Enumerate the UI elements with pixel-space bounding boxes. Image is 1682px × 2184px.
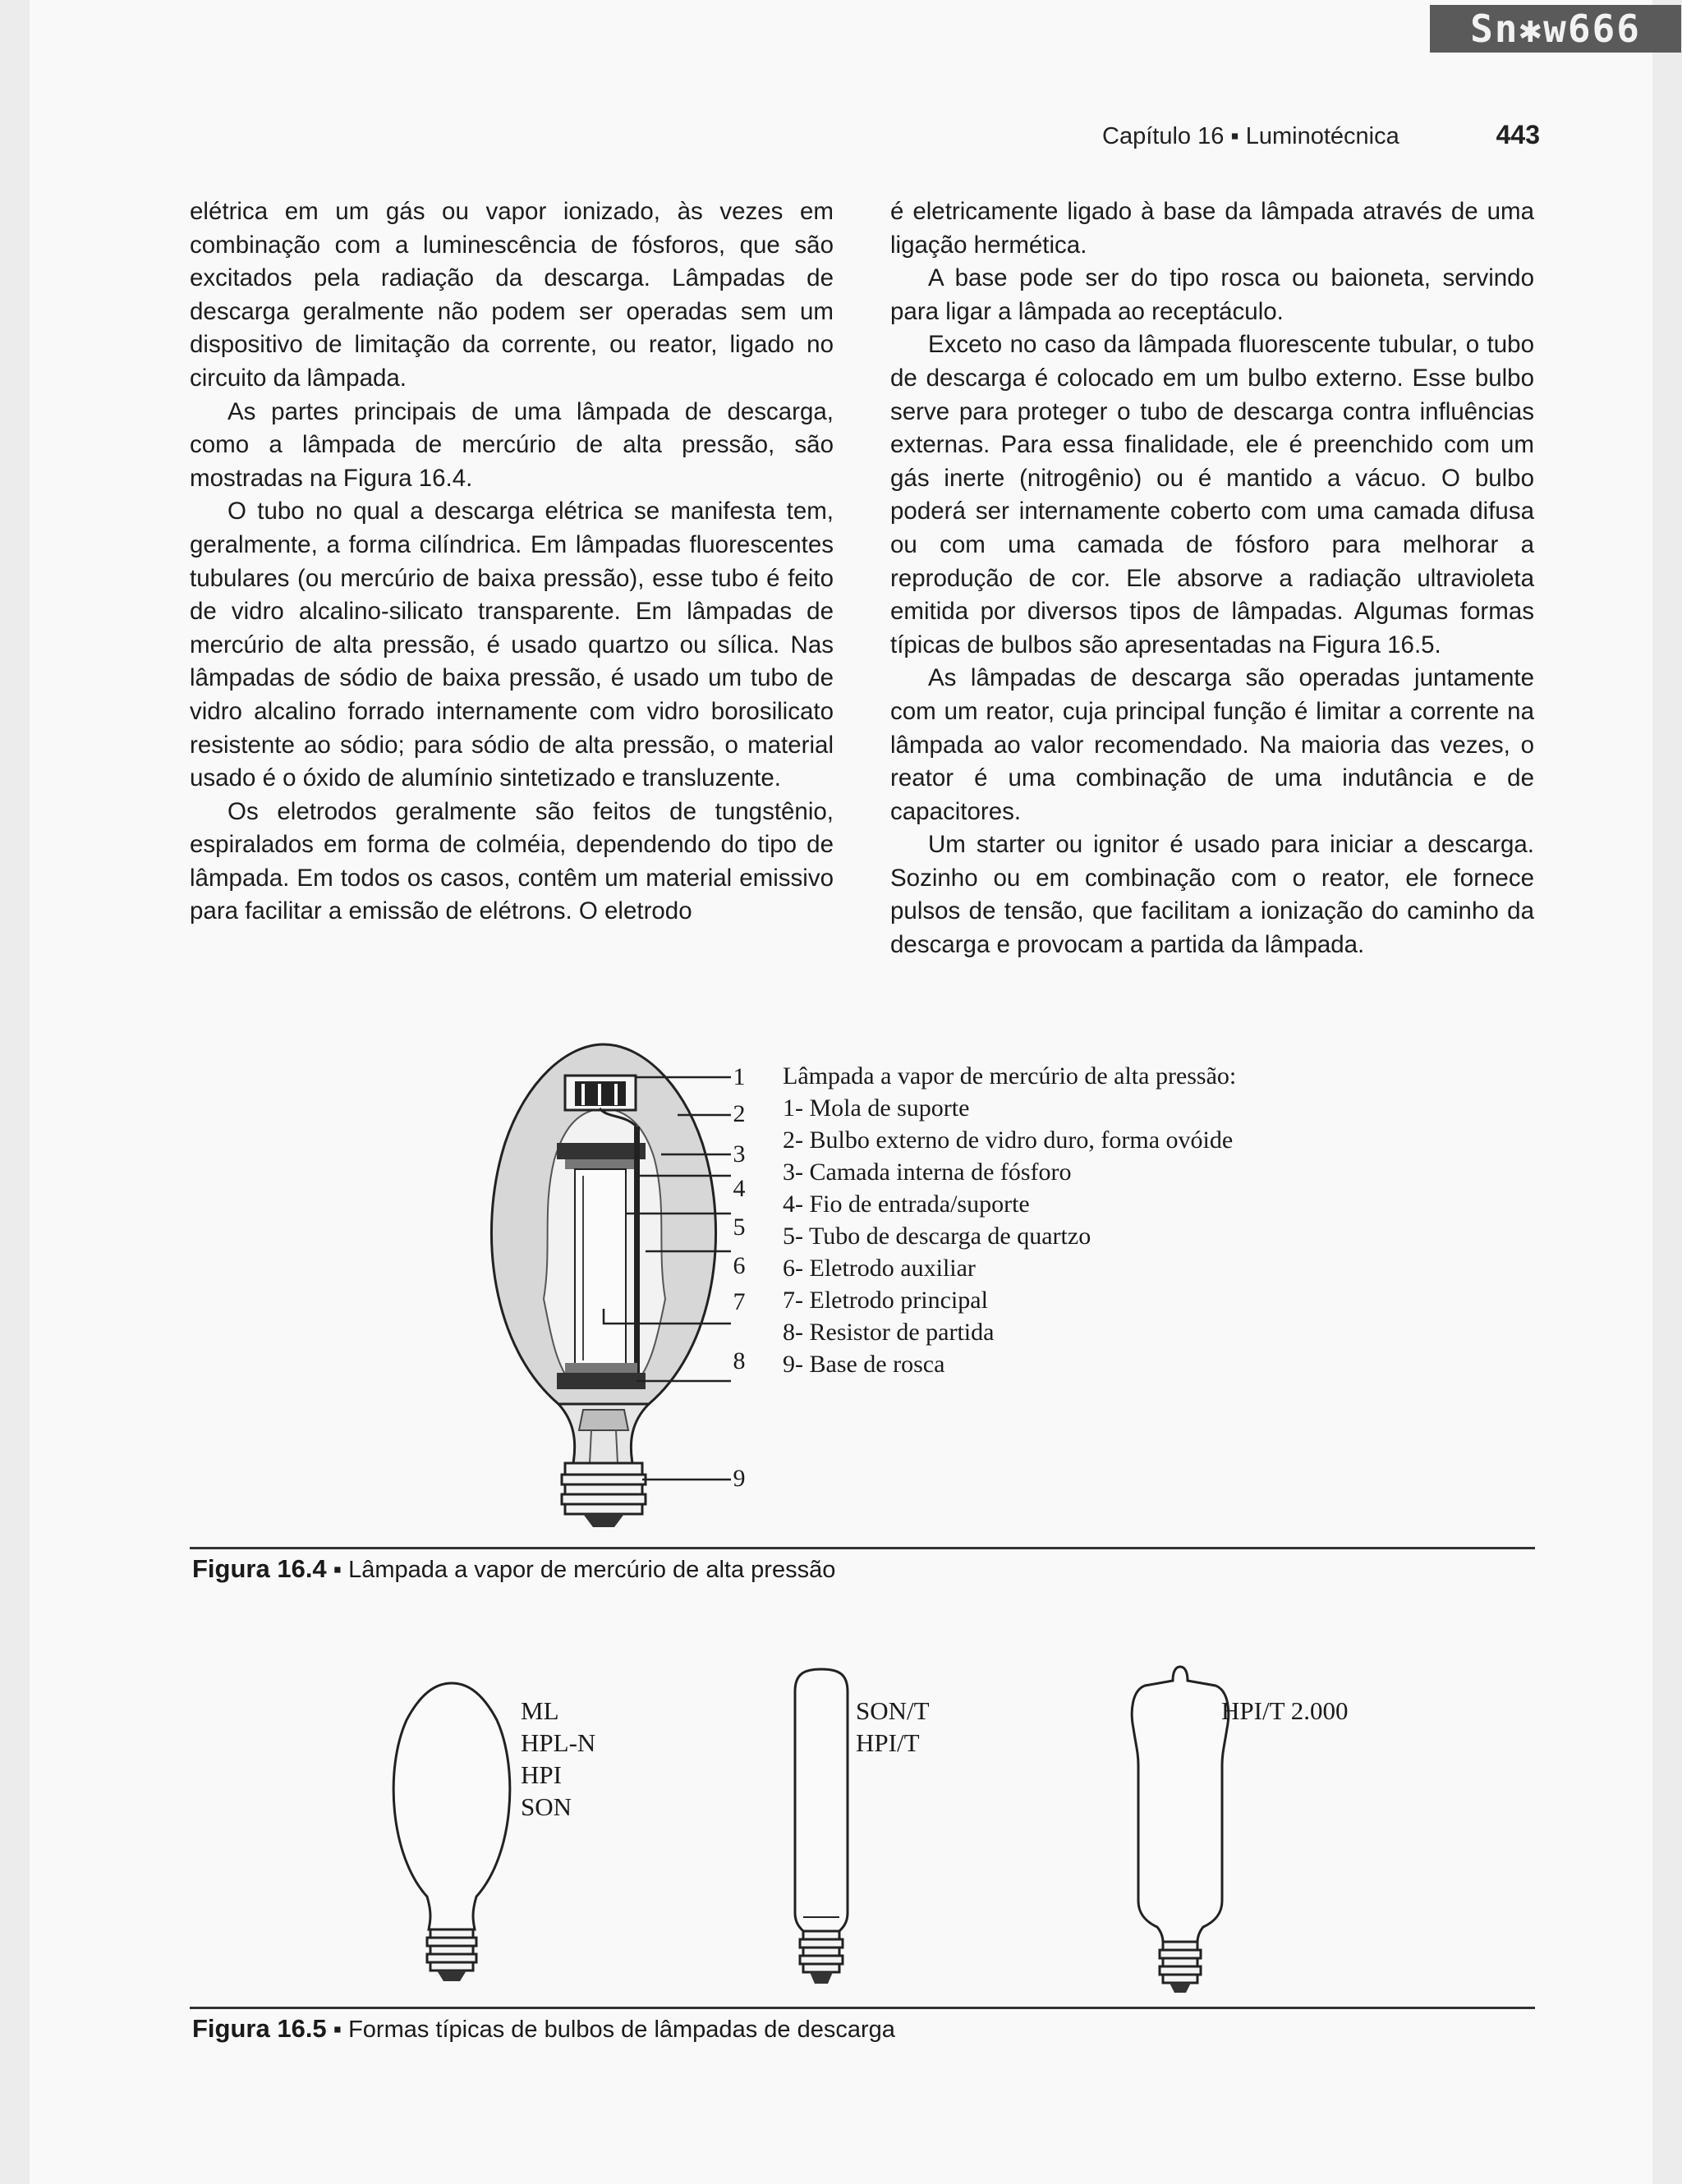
paragraph: é eletricamente ligado à base da lâmpada através de uma ligação hermética. bbox=[890, 198, 1534, 259]
figure-legend-item: 5- Tubo de descarga de quartzo bbox=[783, 1223, 1091, 1250]
callout-number: 6 bbox=[733, 1252, 746, 1279]
ovoid-bulb-shape bbox=[386, 1679, 517, 1987]
figure-legend-item: 4- Fio de entrada/suporte bbox=[783, 1191, 1030, 1218]
figure-legend-item: 1- Mola de suporte bbox=[783, 1094, 970, 1122]
right-column bbox=[890, 195, 1534, 962]
caption-text: Formas típicas de bulbos de lâmpadas de descarga bbox=[348, 2017, 895, 2043]
paragraph: A base pode ser do tipo rosca ou baioneta, servindo para ligar a lâmpada ao receptáculo. bbox=[890, 264, 1534, 325]
bulb-type-label: SON bbox=[521, 1792, 572, 1821]
watermark-logo: Sn✱w666 bbox=[1430, 5, 1681, 53]
caption-label: Figura 16.5 bbox=[192, 2014, 327, 2043]
figure-legend-item: 2- Bulbo externo de vidro duro, forma ovóide bbox=[783, 1126, 1234, 1154]
caption-label: Figura 16.4 bbox=[192, 1554, 327, 1583]
bulb-type-label: HPI/T bbox=[856, 1728, 920, 1757]
page-number: 443 bbox=[1496, 120, 1540, 149]
callout-number: 5 bbox=[733, 1214, 746, 1241]
callout-number: 7 bbox=[733, 1288, 746, 1315]
mercury-lamp-illustration bbox=[460, 1036, 772, 1529]
callout-number: 3 bbox=[733, 1140, 746, 1168]
chapter-title: Capítulo 16 ▪ Luminotécnica bbox=[1102, 123, 1399, 149]
callout-number: 2 bbox=[733, 1100, 746, 1127]
callout-number: 4 bbox=[733, 1175, 746, 1202]
caption-text: Lâmpada a vapor de mercúrio de alta pressão bbox=[348, 1557, 836, 1583]
figure-legend-item: 3- Camada interna de fósforo bbox=[783, 1159, 1072, 1186]
tubular-bulb-shape bbox=[788, 1667, 854, 1991]
callout-number: 9 bbox=[733, 1465, 746, 1492]
paragraph: Um starter ou ignitor é usado para iniciar a descarga. Sozinho ou em combinação com o reator, ele fornece pulsos de tensão, que facilitam a ionização do caminho da descarga e provocam a partida da lâmpada. bbox=[890, 831, 1534, 959]
paragraph: As partes principais de uma lâmpada de descarga, como a lâmpada de mercúrio de alta pressão, são mostradas na Figura 16.4. bbox=[190, 397, 834, 492]
caption-bullet: ▪ bbox=[333, 1557, 349, 1583]
paragraph: Exceto no caso da lâmpada fluorescente tubular, o tubo de descarga é colocado em um bulbo externo. Esse bulbo serve para proteger o tubo de descarga contra influências externas. Para essa finalidade, ele é preenchido com um gás inerte (nitrogênio) ou é mantido a vácuo. O bulbo poderá ser internamente coberto com uma camada difusa ou com uma camada de fósforo para melhorar a reprodução de cor. Ele absorve a radiação ultravioleta emitida por diversos tipos de lâmpadas. Algumas formas típicas de bulbos são apresentadas na Figura 16.5. bbox=[890, 331, 1534, 658]
figure-legend-item: 6- Eletrodo auxiliar bbox=[783, 1255, 976, 1282]
caption-rule bbox=[190, 2007, 1535, 2009]
bulb-type-label: HPL-N bbox=[521, 1728, 596, 1757]
paragraph: As lâmpadas de descarga são operadas juntamente com um reator, cuja principal função é limitar a corrente na lâmpada ao valor recomendado. Na maioria das vezes, o reator é uma combinação de uma indutância e de capacitores. bbox=[890, 664, 1534, 825]
figure-16-4-title: Lâmpada a vapor de mercúrio de alta pressão: bbox=[783, 1062, 1237, 1090]
paragraph: elétrica em um gás ou vapor ionizado, às vezes em combinação com a luminescência de fósforos, que são excitados pela radiação da descarga. Lâmpadas de descarga geralmente não podem ser operadas sem um dispositivo de limitação da corrente, ou reator, ligado no circuito da lâmpada. bbox=[190, 198, 834, 392]
callout-number: 1 bbox=[733, 1063, 746, 1090]
figure-16-5-caption bbox=[192, 2014, 895, 2044]
bulb-type-label: ML bbox=[521, 1696, 559, 1725]
bulb-type-label: SON/T bbox=[856, 1696, 930, 1725]
figure-legend-item: 9- Base de rosca bbox=[783, 1351, 945, 1378]
caption-bullet: ▪ bbox=[333, 2017, 349, 2043]
figure-legend-item: 8- Resistor de partida bbox=[783, 1319, 995, 1346]
left-column bbox=[190, 195, 834, 929]
caption-rule bbox=[190, 1547, 1535, 1549]
bulb-type-label: HPI/T 2.000 bbox=[1221, 1696, 1349, 1725]
bulb-type-label: HPI bbox=[521, 1760, 562, 1789]
callout-number: 8 bbox=[733, 1347, 746, 1374]
elongated-bulb-shape bbox=[1125, 1663, 1236, 1995]
figure-legend-item: 7- Eletrodo principal bbox=[783, 1287, 988, 1314]
paragraph: O tubo no qual a descarga elétrica se manifesta tem, geralmente, a forma cilíndrica. Em lâmpadas fluorescentes tubulares (ou mercúrio de baixa pressão), esse tubo é feito de vidro alcalino-silicato transparente. Em lâmpadas de mercúrio de alta pressão, é usado quartzo ou sílica. Nas lâmpadas de sódio de baixa pressão, é usado um tubo de vidro alcalino forrado internamente com vidro borosilicato resistente ao sódio; para sódio de alta pressão, o material usado é o óxido de alumínio sintetizado e transluzente. bbox=[190, 498, 834, 792]
paragraph: Os eletrodos geralmente são feitos de tungstênio, espiralados em forma de colméia, dependendo do tipo de lâmpada. Em todos os casos, contêm um material emissivo para facilitar a emissão de elétrons. O eletrodo bbox=[190, 797, 834, 925]
figure-16-4-caption bbox=[192, 1554, 835, 1584]
